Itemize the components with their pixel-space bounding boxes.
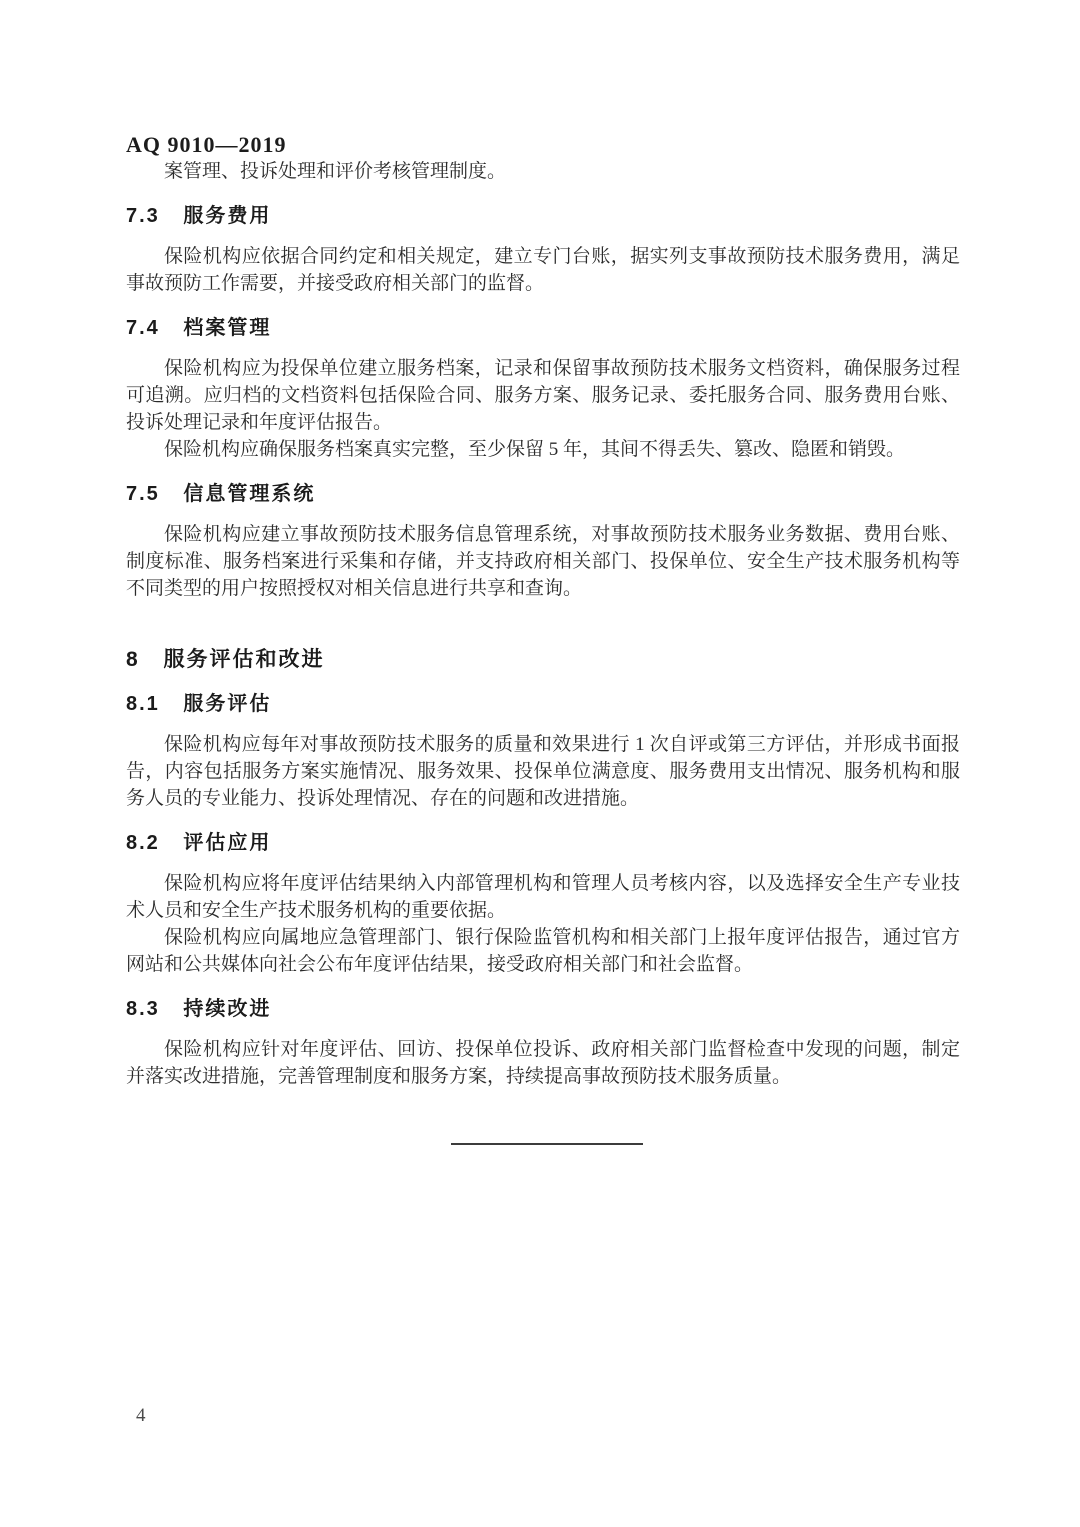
section-8-2	[126, 830, 960, 978]
section-heading	[126, 996, 960, 1023]
section-8-3	[126, 996, 960, 1090]
paragraph: 保险机构应建立事故预防技术服务信息管理系统，对事故预防技术服务业务数据、费用台账、制度标准、服务档案进行采集和存储，并支持政府相关部门、投保单位、安全生产技术服务机构等不同类型的用户按照授权对相关信息进行共享和查询。	[126, 524, 960, 599]
section-title: 档案管理	[183, 317, 272, 339]
paragraph: 保险机构应为投保单位建立服务档案，记录和保留事故预防技术服务文档资料，确保服务过程可追溯。应归档的文档资料包括保险合同、服务方案、服务记录、委托服务合同、服务费用台账、投诉处理记录和年度评估报告。	[126, 358, 960, 433]
section-number: 7.3	[126, 205, 160, 227]
section-number: 8.2	[126, 832, 160, 854]
standard-code: AQ 9010—2019	[126, 132, 287, 157]
paragraph: 保险机构应确保服务档案真实完整，至少保留 5 年，其间不得丢失、篡改、隐匿和销毁。	[164, 439, 906, 460]
end-of-text-rule	[451, 1143, 643, 1145]
section-8-1	[126, 691, 960, 812]
section-number: 8	[126, 648, 140, 671]
section-heading	[126, 691, 960, 718]
paragraph: 保险机构应将年度评估结果纳入内部管理机构和管理人员考核内容，以及选择安全生产专业技术人员和安全生产技术服务机构的重要依据。	[126, 873, 960, 921]
continuation-paragraph: 案管理、投诉处理和评价考核管理制度。	[164, 161, 507, 182]
section-number: 8.3	[126, 998, 160, 1020]
section-title: 评估应用	[183, 832, 272, 854]
page-number: 4	[136, 1405, 146, 1426]
section-heading	[126, 481, 960, 508]
section-heading	[126, 315, 960, 342]
paragraph: 保险机构应每年对事故预防技术服务的质量和效果进行 1 次自评或第三方评估，并形成书面报告，内容包括服务方案实施情况、服务效果、投保单位满意度、服务费用支出情况、服务机构和服务人员的专业能力、投诉处理情况、存在的问题和改进措施。	[126, 734, 960, 809]
section-8	[126, 646, 960, 673]
paragraph: 保险机构应依据合同约定和相关规定，建立专门台账，据实列支事故预防技术服务费用，满足事故预防工作需要，并接受政府相关部门的监督。	[126, 246, 960, 294]
section-number: 7.5	[126, 483, 160, 505]
section-7-3	[126, 203, 960, 297]
section-title: 服务评估	[183, 693, 272, 715]
section-heading	[126, 830, 960, 857]
section-title: 信息管理系统	[183, 483, 316, 505]
section-7-5	[126, 481, 960, 602]
paragraph: 保险机构应向属地应急管理部门、银行保险监管机构和相关部门上报年度评估报告，通过官方网站和公共媒体向社会公布年度评估结果，接受政府相关部门和社会监督。	[126, 927, 960, 975]
section-title: 服务评估和改进	[163, 648, 325, 671]
section-number: 7.4	[126, 317, 160, 339]
section-heading	[126, 203, 960, 230]
section-title: 持续改进	[183, 998, 272, 1020]
chapter-heading	[126, 646, 960, 673]
section-title: 服务费用	[183, 205, 272, 227]
section-7-4	[126, 315, 960, 463]
paragraph: 保险机构应针对年度评估、回访、投保单位投诉、政府相关部门监督检查中发现的问题，制定并落实改进措施，完善管理制度和服务方案，持续提高事故预防技术服务质量。	[126, 1039, 960, 1087]
section-number: 8.1	[126, 693, 160, 715]
